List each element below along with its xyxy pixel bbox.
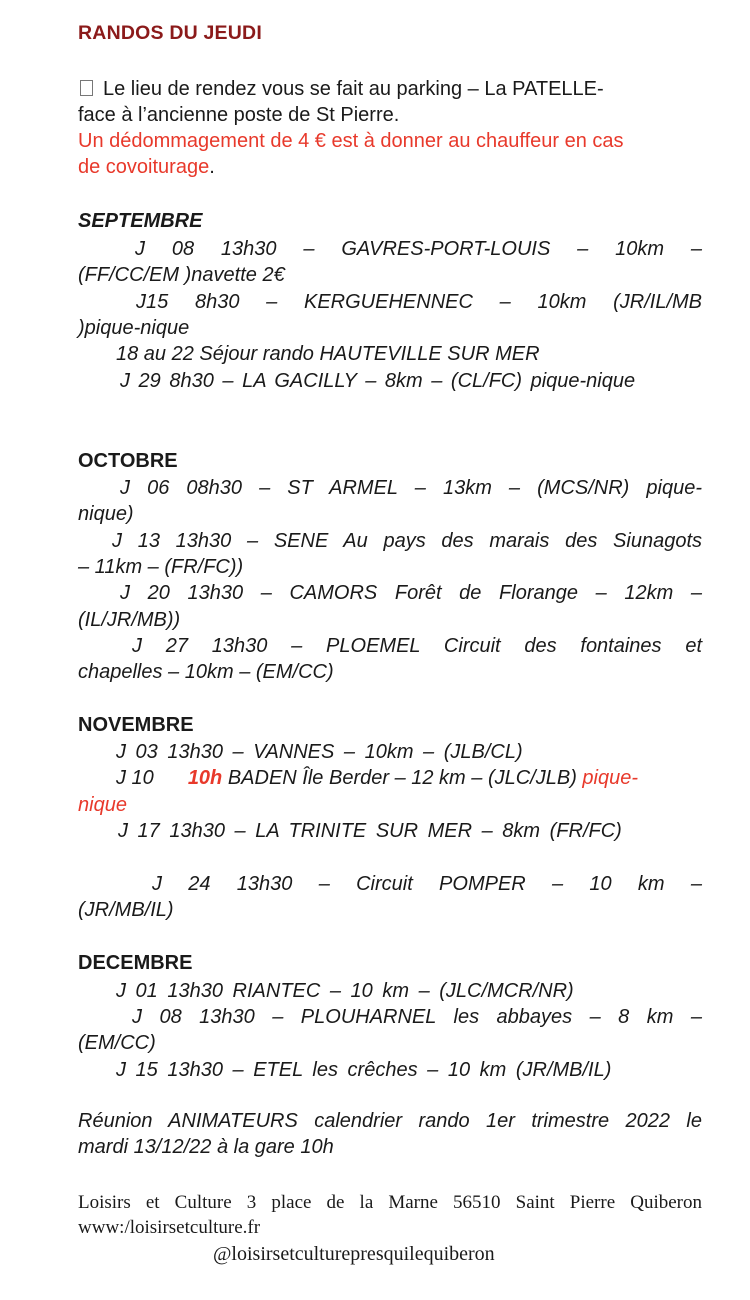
schedule-line: J 29 8h30 – LA GACILLY – 8km – (CL/FC) pique-nique	[120, 370, 636, 392]
schedule-line: J 20 13h30 – CAMORS Forêt de Florange – 12km –	[120, 582, 702, 604]
schedule-line: J 01 13h30 RIANTEC – 10 km – (JLC/MCR/NR)	[116, 980, 574, 1002]
schedule-line: J 06 08h30 – ST ARMEL – 13km – (MCS/NR) pique-	[120, 477, 702, 499]
schedule-line: J 10 10h BADEN Île Berder – 12 km – (JLC/JLB) pique-	[116, 767, 639, 789]
schedule-line: )pique-nique	[78, 317, 190, 339]
schedule-line: J 13 13h30 – SENE Au pays des marais des Siunagots	[112, 530, 702, 552]
intro-fee-line-1: Un dédommagement de 4 € est à donner au chauffeur en cas	[78, 130, 624, 152]
checkbox-icon	[80, 80, 93, 96]
footer-address: Loisirs et Culture 3 place de la Marne 56510 Saint Pierre Quiberon	[78, 1192, 702, 1213]
schedule-line: 18 au 22 Séjour rando HAUTEVILLE SUR MER	[116, 343, 540, 365]
schedule-line: (EM/CC)	[78, 1032, 156, 1054]
schedule-line: chapelles – 10km – (EM/CC)	[78, 661, 334, 683]
page-title: RANDOS DU JEUDI	[78, 22, 262, 44]
schedule-line: J 08 13h30 – PLOUHARNEL les abbayes – 8 km –	[132, 1006, 702, 1028]
intro-paragraph	[78, 76, 702, 180]
meeting-note-line-1: Réunion ANIMATEURS calendrier rando 1er trimestre 2022 le	[78, 1110, 702, 1132]
meeting-note	[78, 1108, 702, 1161]
intro-line-1: Le lieu de rendez vous se fait au parking – La PATELLE-	[78, 76, 702, 102]
schedule-line: J 15 13h30 – ETEL les crêches – 10 km (JR/MB/IL)	[116, 1059, 612, 1081]
intro-line-2: face à l’ancienne poste de St Pierre.	[78, 104, 400, 126]
intro-fee-line-2: de covoiturage.	[78, 156, 215, 178]
schedule-line: J 08 13h30 – GAVRES-PORT-LOUIS – 10km –	[135, 238, 702, 260]
schedule-line: (IL/JR/MB))	[78, 609, 181, 631]
footer-social-handle[interactable]: @loisirsetculturepresquilequiberon	[213, 1243, 495, 1265]
meeting-note-line-2: mardi 13/12/22 à la gare 10h	[78, 1136, 334, 1159]
schedule-line: (JR/MB/IL)	[78, 899, 174, 921]
schedule-line: J15 8h30 – KERGUEHENNEC – 10km (JR/IL/MB	[136, 291, 702, 313]
month-header-novembre: NOVEMBRE	[78, 714, 194, 736]
schedule-line: J 24 13h30 – Circuit POMPER – 10 km –	[152, 873, 702, 895]
month-header-septembre: SEPTEMBRE	[78, 210, 203, 232]
schedule-line: J 17 13h30 – LA TRINITE SUR MER – 8km (FR/FC)	[118, 820, 622, 842]
schedule-line: nique)	[78, 503, 134, 525]
schedule-line: nique	[78, 794, 127, 816]
month-header-decembre: DECEMBRE	[78, 952, 193, 974]
schedule-line: (FF/CC/EM )navette 2€	[78, 264, 285, 286]
footer-website[interactable]: www:/loisirsetculture.fr	[78, 1217, 261, 1238]
schedule-line: J 03 13h30 – VANNES – 10km – (JLB/CL)	[116, 741, 523, 763]
schedule-line: J 27 13h30 – PLOEMEL Circuit des fontaines et	[132, 635, 702, 657]
month-header-octobre: OCTOBRE	[78, 450, 178, 472]
schedule-line: – 11km – (FR/FC))	[78, 556, 244, 578]
